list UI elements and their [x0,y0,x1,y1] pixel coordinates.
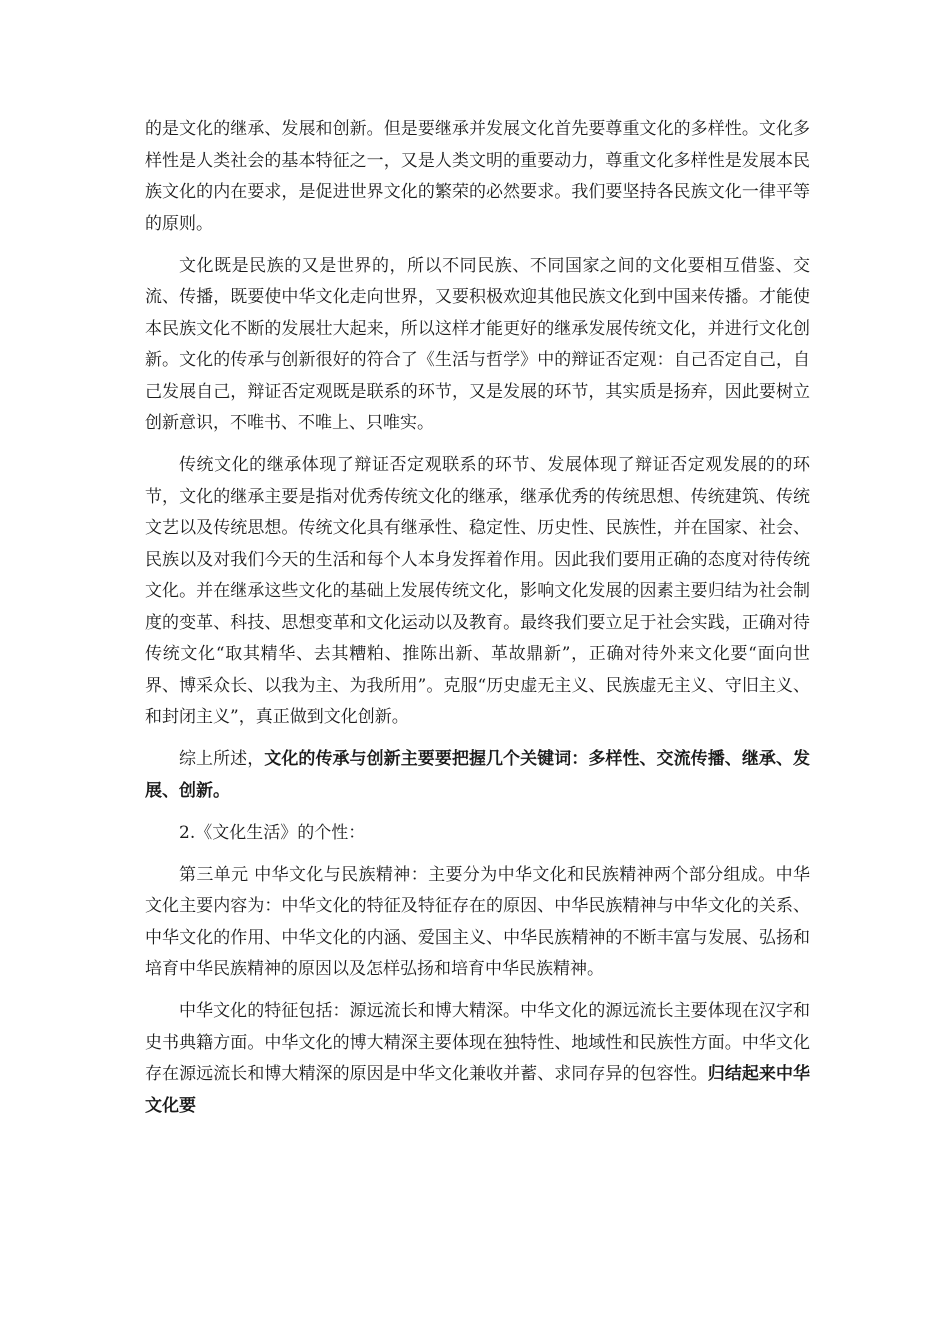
section-heading: 2.《文化生活》的个性： [179,822,366,843]
paragraph-traditional-culture: 传统文化的继承体现了辩证否定观联系的环节、发展体现了辩证否定观发展的的环节，文化的继承主要是指对优秀传统文化的继承，继承优秀的传统思想、传统建筑、传统文艺以及传统思想。传统文化具有继承性、稳定性、历史性、民族性，并在国家、社会、民族以及对我们今天的生活和每个人本身发挥着作用。因此我们要用正确的态度对待传统文化。并在继承这些文化的基础上发展传统文化，影响文化发展的因素主要归结为社会制度的变革、科技、思想变革和文化运动以及教育。最终我们要立足于社会实践，正确对待传统文化“取其精华、去其糟粕、推陈出新、革故鼎新”，正确对待外来文化要“面向世界、博采众长、以我为主、为我所用”。克服“历史虚无主义、民族虚无主义、守旧主义、和封闭主义”，真正做到文化创新。 [145,455,810,727]
paragraph-cultural-exchange: 文化既是民族的又是世界的，所以不同民族、不同国家之间的文化要相互借鉴、交流、传播，既要使中华文化走向世界，又要积极欢迎其他民族文化到中国来传播。才能使本民族文化不断的发展壮大起来，所以这样才能更好的继承发展传统文化，并进行文化创新。文化的传承与创新很好的符合了《生活与哲学》中的辩证否定观：自己否定自己，自己发展自己，辩证否定观既是联系的环节，又是发展的环节，其实质是扬弃，因此要树立创新意识，不唯书、不唯上、只唯实。 [145,255,810,433]
paragraph-chinese-culture-features [145,996,810,1122]
features-conclusion-text: 归结起来中华文化要 [145,1064,811,1116]
document-page [145,114,810,1133]
paragraph-summary [145,744,810,807]
features-text: 中华文化的特征包括：源远流长和博大精深。中华文化的源远流长主要体现在汉字和史书典籍方面。中华文化的博大精深主要体现在独特性、地域性和民族性方面。中华文化存在源远流长和博大精深的原因是中华文化兼收并蓄、求同存异的包容性。 [145,1001,810,1084]
paragraph-unit-three: 第三单元 中华文化与民族精神：主要分为中华文化和民族精神两个部分组成。中华文化主要内容为：中华文化的特征及特征存在的原因、中华民族精神与中华文化的关系、中华文化的作用、中华文化的内涵、爱国主义、中华民族精神的不断丰富与发展、弘扬和培育中华民族精神的原因以及怎样弘扬和培育中华民族精神。 [145,864,810,979]
paragraph-cultural-diversity: 的是文化的继承、发展和创新。但是要继承并发展文化首先要尊重文化的多样性。文化多样性是人类社会的基本特征之一，又是人类文明的重要动力，尊重文化多样性是发展本民族文化的内在要求，是促进世界文化的繁荣的必然要求。我们要坚持各民族文化一律平等的原则。 [145,119,810,234]
summary-lead-text: 综上所述， [179,749,265,769]
summary-keywords-text: 文化的传承与创新主要要把握几个关键词：多样性、交流传播、继承、发展、创新。 [145,749,811,801]
